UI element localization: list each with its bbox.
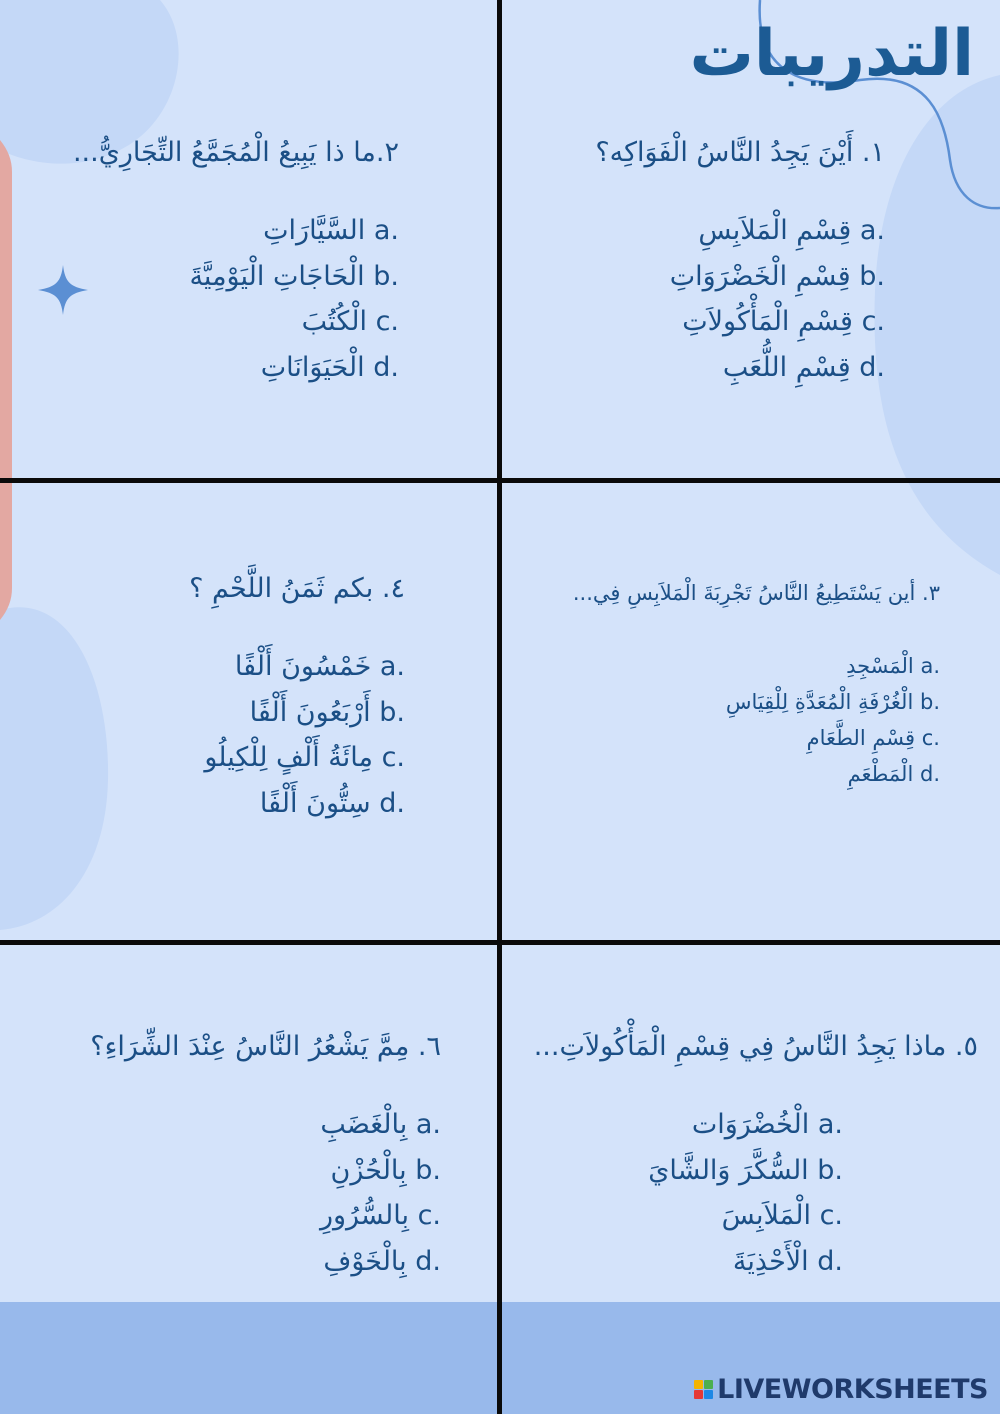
question-2-text: ٢.ما ذا يَبِيعُ الْمُجَمَّعُ التِّجَارِيُّ... [72,137,399,168]
option-c[interactable]: الْكُتُبَ c. [301,306,399,337]
question-4 [189,568,405,826]
option-b[interactable]: أَرْبَعُونَ أَلْفًا b. [249,696,405,728]
liveworksheets-logo[interactable] [694,1374,988,1405]
grid-horizontal-divider-1 [0,478,1000,483]
option-c[interactable]: قِسْمِ الطَّعَامِ c. [806,726,940,750]
question-1-options [595,208,885,390]
option-a[interactable]: الْخُضْرَوَات a. [691,1109,843,1140]
option-a[interactable]: خَمْسُونَ أَلْفًا a. [234,651,405,682]
question-4-options [189,644,405,826]
liveworksheets-logo-icon [694,1380,713,1399]
logo-text: LIVEWORKSHEETS [717,1374,988,1405]
option-b[interactable]: بِالْحُزْنِ b. [330,1154,441,1186]
option-a[interactable]: الْمَسْجِدِ a. [846,654,940,678]
question-6-text: ٦. مِمَّ يَشْعُرُ النَّاسُ عِنْدَ الشِّرَاءِ؟ [90,1031,441,1062]
option-a[interactable]: السَّيَّارَاتِ a. [263,215,399,246]
question-4-text: ٤. بكم ثَمَنُ اللَّحْمِ ؟ [189,573,405,604]
question-6 [90,1026,441,1284]
option-d[interactable]: قِسْمِ اللُّعَبِ d. [722,351,885,383]
option-b[interactable]: السُّكَّرَ وَالشَّايَ b. [648,1154,843,1186]
grid-vertical-divider [497,0,502,1414]
option-d[interactable]: الْمَطْعَمِ d. [847,762,940,786]
question-3-options [573,648,940,792]
left-lower-blob [0,607,108,930]
option-d[interactable]: الْأَحْذِيَةَ d. [732,1245,843,1277]
right-blob [874,75,1000,575]
left-accent-bar [0,140,12,620]
question-2 [73,132,399,390]
logo-square-4 [704,1390,713,1399]
question-2-options [73,208,399,390]
option-d[interactable]: سِتُّونَ أَلْفًا d. [259,787,405,819]
logo-square-3 [694,1390,703,1399]
question-6-options [90,1102,441,1284]
question-1-text: ١. أَيْنَ يَجِدُ النَّاسُ الْفَوَاكِه؟ [595,137,885,168]
logo-square-1 [694,1380,703,1389]
option-d[interactable]: الْحَيَوَانَاتِ d. [260,351,399,383]
question-1 [595,132,885,390]
question-3 [573,574,940,792]
option-b[interactable]: الْحَاجَاتِ الْيَوْمِيَّةَ b. [189,260,399,292]
logo-square-2 [704,1380,713,1389]
option-a[interactable]: بِالْغَضَبِ a. [320,1109,441,1140]
question-5-text: ٥. ماذا يَجِدُ النَّاسُ فِي قِسْمِ الْمَأْكُولاَتِ... [533,1031,978,1062]
option-d[interactable]: بِالْخَوْفِ d. [323,1245,441,1277]
question-5 [534,1026,978,1284]
option-c[interactable]: مِائَةُ أَلْفٍ لِلْكِيلُو c. [204,742,405,773]
option-c[interactable]: قِسْمِ الْمَأْكُولاَتِ c. [682,306,885,337]
grid-horizontal-divider-2 [0,940,1000,945]
option-c[interactable]: الْمَلاَبِسَ c. [721,1200,843,1231]
option-b[interactable]: الْغُرْفَةِ الْمُعَدَّةِ لِلْقِيَاسِ b. [725,690,940,714]
question-3-text: ٣. أين يَسْتَطِيعُ النَّاسُ تَجْرِبَةَ الْمَلاَبِسِ فِي... [572,581,940,605]
option-b[interactable]: قِسْمِ الْخَضْرَوَاتِ b. [669,260,885,292]
option-a[interactable]: قِسْمِ الْمَلاَبِسِ a. [698,215,885,246]
page-title: التدريبات [689,17,974,91]
option-c[interactable]: بِالسُّرُورِ c. [319,1200,441,1231]
question-5-options [534,1102,843,1284]
